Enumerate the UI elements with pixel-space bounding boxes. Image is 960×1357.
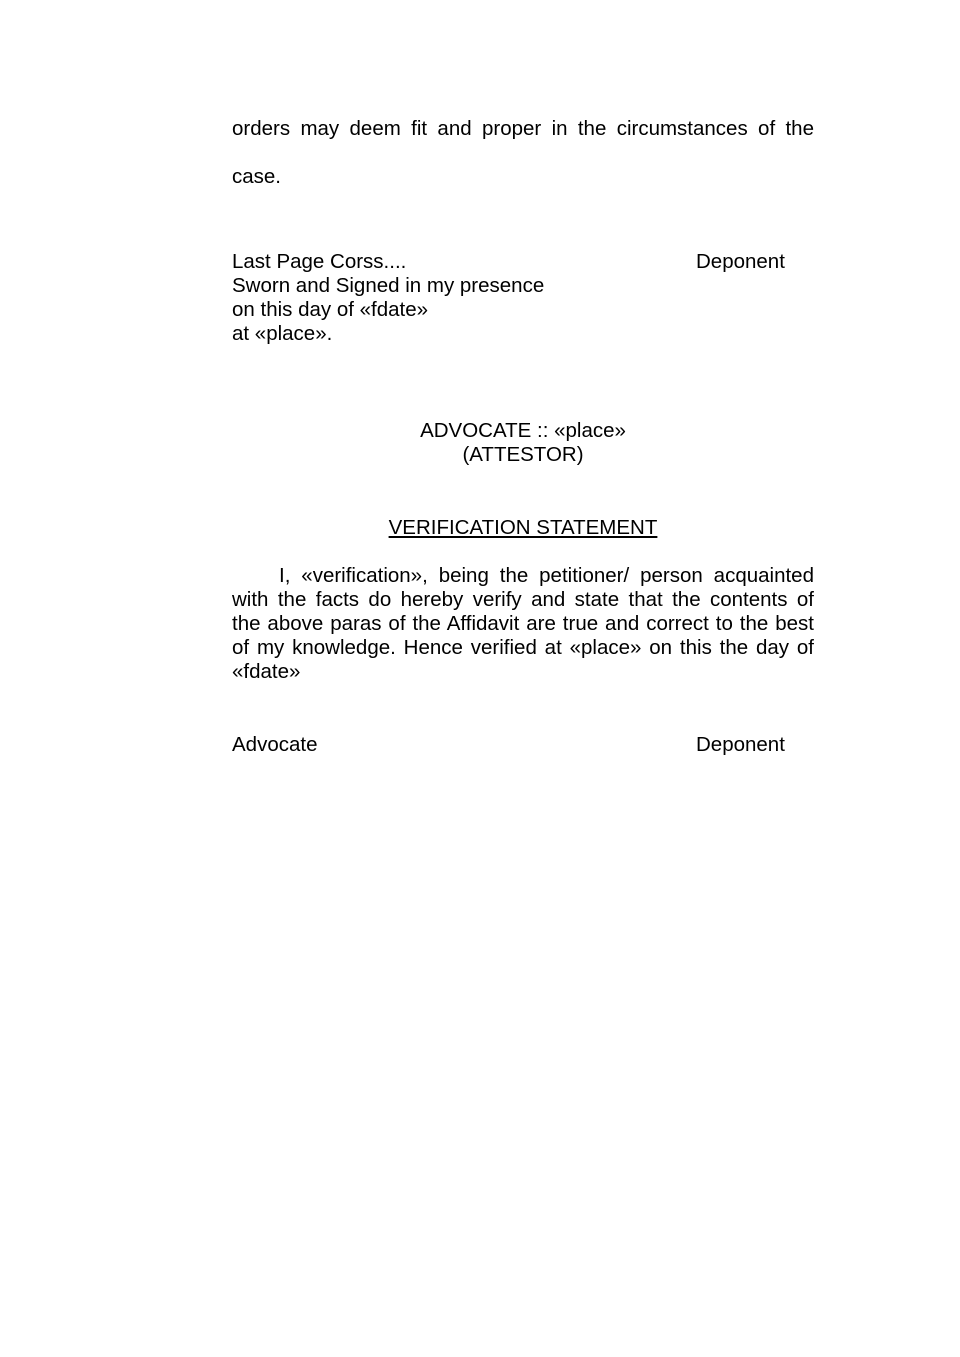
prayer-line-1: orders may deem fit and proper in the circumstances of the [232,117,814,140]
verification-heading [232,516,814,540]
last-page-label: Last Page Corss.... [232,250,407,273]
verification-line-1: I, «verification», being the petitioner/ person acquainted [279,564,814,587]
verification-heading-text: VERIFICATION STATEMENT [388,516,658,539]
sworn-line: Sworn and Signed in my presence [232,274,545,297]
prayer-line-2: case. [232,165,281,188]
verification-line-5: «fdate» [232,660,301,683]
place-line: at «place». [232,322,333,345]
verification-line-4: of my knowledge. Hence verified at «place» on this the day of [232,636,814,659]
verification-line-3: the above paras of the Affidavit are true and correct to the best [232,612,814,635]
date-line: on this day of «fdate» [232,298,429,321]
deponent-label-top: Deponent [696,250,785,273]
verification-line-2: with the facts do hereby verify and state that the contents of [232,588,814,611]
attestor-line: (ATTESTOR) [462,443,584,466]
advocate-signature-label: Advocate [232,733,318,756]
advocate-place-line: ADVOCATE :: «place» [420,419,626,442]
deponent-signature-label: Deponent [696,733,785,756]
